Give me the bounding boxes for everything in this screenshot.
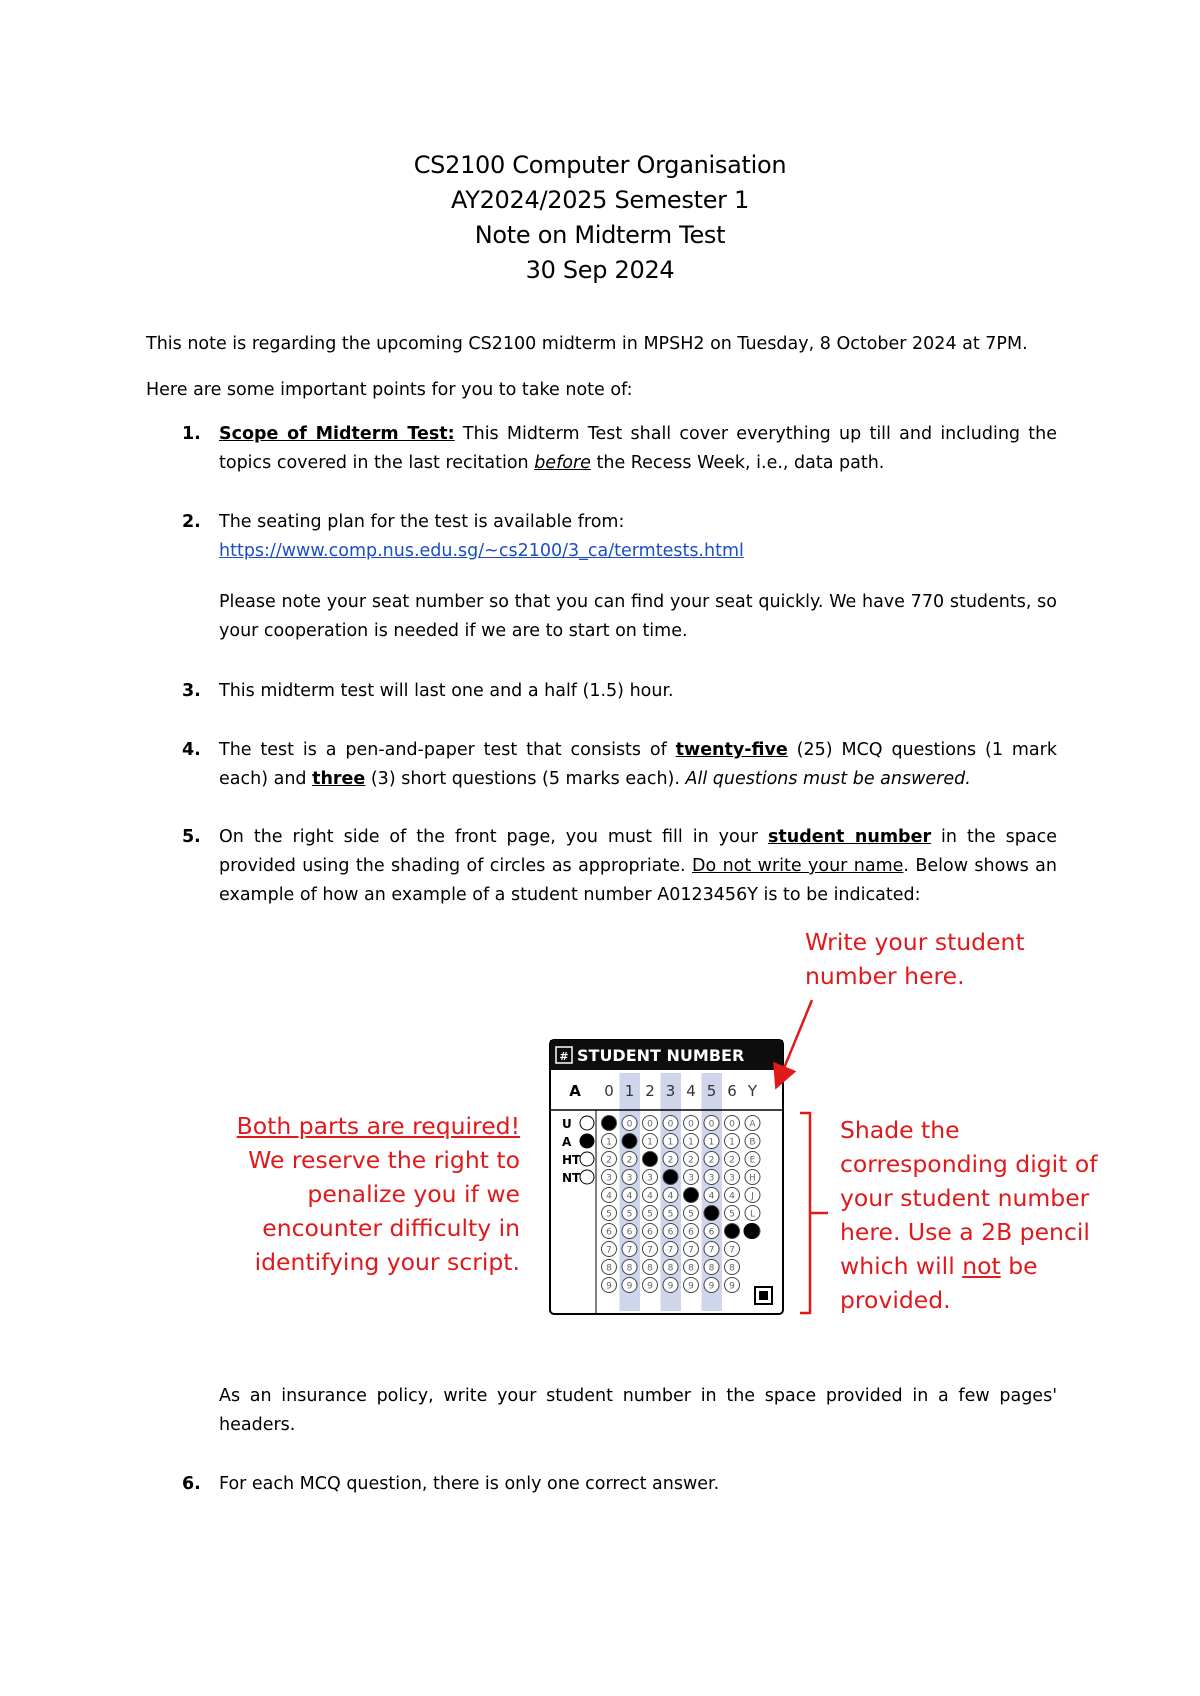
callout-arrow-top	[780, 1000, 812, 1078]
bubble-label: 7	[647, 1245, 653, 1256]
bubble-label: 9	[626, 1281, 633, 1292]
bubble-label: H	[749, 1173, 756, 1184]
callout-left-line: encounter difficulty in	[262, 1214, 520, 1242]
callout-right-line: your student number	[840, 1184, 1090, 1212]
bubble-label: E	[749, 1155, 756, 1166]
callout-left-line: We reserve the right to	[248, 1146, 520, 1174]
written-char: 0	[604, 1082, 614, 1100]
bubble-filled	[622, 1134, 637, 1149]
item-number: 6.	[182, 1474, 201, 1494]
bubble-label: 9	[688, 1281, 694, 1292]
item-text: (25) MCQ questions (1 mark each) and	[219, 740, 1057, 789]
callout-right-line	[840, 1249, 1098, 1283]
bubble-label: J	[751, 1191, 754, 1202]
document-date: 30 Sep 2024	[525, 256, 675, 284]
bubble-label: 4	[667, 1191, 674, 1202]
prefix-label: A	[562, 1135, 572, 1149]
bubble-label: 5	[606, 1209, 612, 1220]
bubble-label: 5	[667, 1209, 674, 1220]
bubble-label: 1	[667, 1137, 674, 1148]
callout-left	[200, 1109, 520, 1279]
bubble-label: 0	[729, 1119, 735, 1130]
bubble-label: 0	[688, 1119, 694, 1130]
callout-right-line: here. Use a 2B pencil	[840, 1218, 1090, 1246]
bubble-filled	[725, 1224, 740, 1239]
bubble-label: 6	[626, 1227, 633, 1238]
bubble-label: 0	[626, 1119, 633, 1130]
callout-top-line: Write your student	[805, 928, 1025, 956]
callout-right-text: which will	[840, 1252, 963, 1280]
bubble-label: 7	[626, 1245, 633, 1256]
bubble-label: 4	[708, 1191, 715, 1202]
bubble	[580, 1170, 594, 1184]
item-text: For each MCQ question, there is only one correct answer.	[219, 1474, 720, 1494]
bubble-label: 7	[688, 1245, 694, 1256]
written-char: 1	[624, 1082, 635, 1100]
bubble-filled	[704, 1206, 719, 1221]
bubble-label: 6	[647, 1227, 653, 1238]
bubble-label: 9	[729, 1281, 735, 1292]
intro-paragraph: This note is regarding the upcoming CS2100 midterm in MPSH2 on Tuesday, 8 October 2024 at 7PM.	[146, 334, 1028, 354]
right-bracket	[800, 1113, 828, 1313]
bubble-filled	[663, 1170, 678, 1185]
bubble-label: 2	[606, 1155, 612, 1166]
bubble-label: L	[749, 1209, 756, 1220]
bubble-filled	[684, 1188, 699, 1203]
written-char: A	[569, 1082, 581, 1100]
bubble	[580, 1116, 594, 1130]
callout-right-line: provided.	[840, 1286, 951, 1314]
callout-right-text: be	[1000, 1252, 1038, 1280]
bubble-label: 9	[606, 1281, 612, 1292]
item-text: This Midterm Test shall cover everything up till and including the topics covered in the last recitation	[219, 424, 1057, 473]
bubble-label: 5	[626, 1209, 633, 1220]
bubble-label: 5	[729, 1209, 735, 1220]
prefix-label: HT	[562, 1153, 581, 1167]
bubble-label: 2	[626, 1155, 633, 1166]
underline-no-name: Do not write your name	[692, 856, 904, 876]
callout-left-heading: Both parts are required!	[236, 1112, 520, 1140]
callout-left-line: identifying your script.	[254, 1248, 520, 1276]
bubble-label: 5	[688, 1209, 694, 1220]
item-number: 5.	[182, 827, 201, 847]
bubble-label: 1	[688, 1137, 694, 1148]
callout-right	[840, 1113, 1098, 1317]
bubble-label: 1	[647, 1137, 653, 1148]
bubble-label: 9	[667, 1281, 674, 1292]
item-text: the Recess Week, i.e., data path.	[590, 453, 885, 473]
omr-form	[550, 1040, 783, 1314]
corner-marker	[759, 1291, 768, 1300]
prefix-label: NT	[562, 1171, 581, 1185]
bubble-label: 8	[647, 1263, 653, 1274]
bubble-label: 3	[647, 1173, 653, 1184]
bubble-label: 0	[667, 1119, 674, 1130]
course-title: CS2100 Computer Organisation	[413, 151, 787, 179]
item-number: 4.	[182, 740, 201, 760]
bubble-filled	[580, 1134, 594, 1148]
points-intro: Here are some important points for you to take note of:	[146, 380, 633, 400]
bubble-label: 3	[729, 1173, 735, 1184]
callout-right-line: corresponding digit of	[840, 1150, 1098, 1178]
bubble-label: 9	[708, 1281, 715, 1292]
written-char: 4	[686, 1082, 696, 1100]
bubble-label: 7	[667, 1245, 674, 1256]
item-number: 1.	[182, 424, 201, 444]
prefix-label: U	[562, 1117, 572, 1131]
callout-right-line: Shade the	[840, 1116, 960, 1144]
item-text: On the right side of the front page, you must fill in your	[219, 827, 768, 847]
item-number: 3.	[182, 681, 201, 701]
bubble	[580, 1152, 594, 1166]
semester-title: AY2024/2025 Semester 1	[450, 186, 750, 214]
bubble-filled	[643, 1152, 658, 1167]
written-char: 6	[727, 1082, 737, 1100]
bold-three: three	[312, 769, 366, 789]
bold-twenty-five: twenty-five	[675, 740, 788, 760]
written-char: 2	[645, 1082, 655, 1100]
bubble-label: 8	[606, 1263, 612, 1274]
callout-top	[805, 925, 1025, 993]
emphasis-before: before	[534, 453, 591, 473]
bubble-label: B	[749, 1137, 756, 1148]
callout-top-line: number here.	[805, 962, 965, 990]
bubble-filled	[744, 1224, 759, 1239]
bubble-label: 8	[688, 1263, 694, 1274]
bubble-label: 1	[606, 1137, 612, 1148]
bubble-label: 5	[647, 1209, 653, 1220]
bubble-label: 2	[667, 1155, 674, 1166]
seat-note: Please note your seat number so that you can find your seat quickly. We have 770 students, so your cooperation is needed if we are to start on time.	[219, 592, 1057, 641]
bubble-label: 4	[606, 1191, 612, 1202]
bubble-label: 8	[667, 1263, 674, 1274]
bubble-label: 8	[626, 1263, 633, 1274]
bubble-label: 2	[688, 1155, 694, 1166]
item-text: . Below shows an example of how an example of a student number A0123456Y is to be indicated:	[219, 856, 1057, 905]
bubble-label: 1	[729, 1137, 735, 1148]
bubble-label: 6	[708, 1227, 715, 1238]
callout-right-not: not	[962, 1252, 1001, 1280]
bubble-label: 6	[606, 1227, 612, 1238]
written-char: 3	[665, 1082, 676, 1100]
written-char: 5	[706, 1082, 717, 1100]
bubble-label: 3	[688, 1173, 694, 1184]
bubble-label: A	[749, 1119, 756, 1130]
item-text: (3) short questions (5 marks each).	[365, 769, 686, 789]
emphasis-all-answered: All questions must be answered.	[685, 769, 971, 789]
item-text: This midterm test will last one and a half (1.5) hour.	[219, 681, 674, 701]
omr-header-text: STUDENT NUMBER	[577, 1046, 745, 1065]
bubble-label: 7	[708, 1245, 715, 1256]
bubble-label: 3	[606, 1173, 612, 1184]
callout-left-line: penalize you if we	[307, 1180, 520, 1208]
bubble-filled	[602, 1116, 617, 1131]
document-title: Note on Midterm Test	[474, 221, 726, 249]
bubble-label: 1	[708, 1137, 715, 1148]
bubble-label: 6	[667, 1227, 674, 1238]
bubble-label: 4	[729, 1191, 735, 1202]
bubble-label: 7	[729, 1245, 735, 1256]
bubble-label: 7	[606, 1245, 612, 1256]
bubble-label: 4	[626, 1191, 633, 1202]
bubble-label: 3	[626, 1173, 633, 1184]
seating-plan-link[interactable]: https://www.comp.nus.edu.sg/~cs2100/3_ca/termtests.html	[219, 541, 744, 561]
item-text: in the space provided using the shading of circles as appropriate.	[219, 827, 1058, 876]
bubble-label: 6	[688, 1227, 694, 1238]
item-text: The seating plan for the test is available from:	[219, 512, 625, 532]
scope-heading: Scope of Midterm Test:	[219, 424, 455, 444]
bubble-label: 9	[647, 1281, 653, 1292]
insurance-text: As an insurance policy, write your student number in the space provided in a few pages' headers.	[219, 1386, 1057, 1435]
bubble-label: 8	[708, 1263, 715, 1274]
bold-student-number: student number	[767, 827, 932, 847]
item-text: The test is a pen-and-paper test that consists of	[219, 740, 676, 760]
bubble-label: 0	[708, 1119, 715, 1130]
item-number: 2.	[182, 512, 201, 532]
bubble-label: 0	[647, 1119, 653, 1130]
bubble-label: 2	[708, 1155, 715, 1166]
bubble-label: 8	[729, 1263, 735, 1274]
bubble-label: 4	[647, 1191, 653, 1202]
written-char: Y	[747, 1082, 758, 1100]
form-id-icon: #	[559, 1050, 569, 1063]
bubble-label: 2	[729, 1155, 735, 1166]
bubble-label: 3	[708, 1173, 715, 1184]
